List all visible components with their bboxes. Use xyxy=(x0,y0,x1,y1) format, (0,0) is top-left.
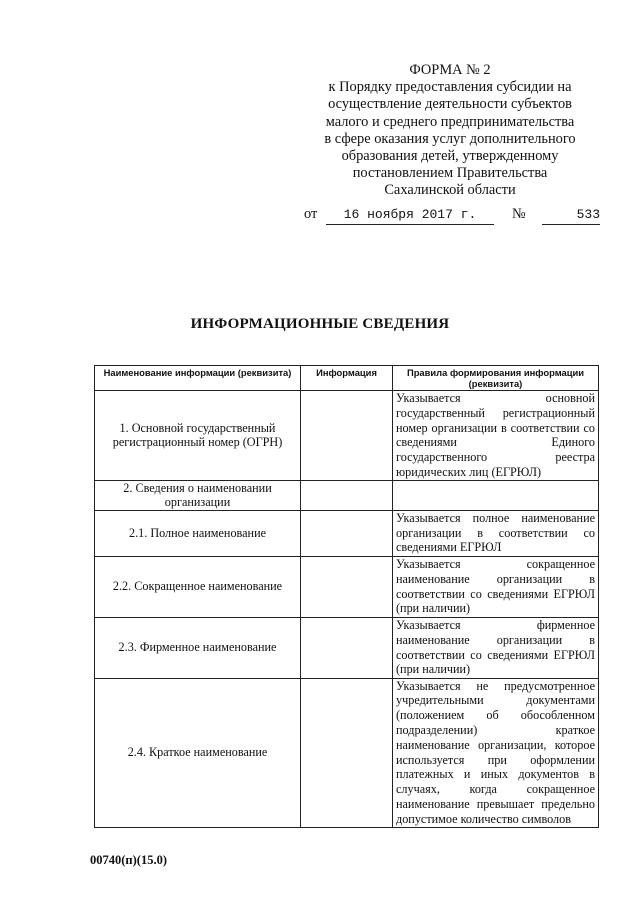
decree-number: 533 xyxy=(542,206,600,225)
info-table xyxy=(94,365,599,828)
header-line: постановлением Правительства xyxy=(352,165,548,182)
row-name-full: 2.1. Полное наименование xyxy=(95,510,301,556)
document-title: ИНФОРМАЦИОННЫЕ СВЕДЕНИЯ xyxy=(190,316,450,332)
row-info-full[interactable] xyxy=(301,510,393,556)
table-header-row xyxy=(95,366,599,391)
decree-date: 16 ноября 2017 г. xyxy=(326,206,494,225)
row-name-ogrn: 1. Основной государственный регистрационный номер (ОГРН) xyxy=(95,391,301,481)
table-row xyxy=(95,391,599,481)
row-info-org-names[interactable] xyxy=(301,480,393,510)
row-info-firm[interactable] xyxy=(301,617,393,678)
column-header-rule: Правила формирования информации (реквизита) xyxy=(393,366,599,391)
row-name-brief: 2.4. Краткое наименование xyxy=(95,678,301,827)
footer-code: 00740(п)(15.0) xyxy=(90,853,167,867)
header-line: Сахалинской области xyxy=(384,182,516,199)
number-label: № xyxy=(512,206,526,222)
row-name-firm: 2.3. Фирменное наименование xyxy=(95,617,301,678)
row-name-short: 2.2. Сокращенное наименование xyxy=(95,556,301,617)
table-row xyxy=(95,556,599,617)
table-row xyxy=(95,480,599,510)
row-info-brief[interactable] xyxy=(301,678,393,827)
column-header-name: Наименование информации (реквизита) xyxy=(95,366,301,391)
header-line: осуществление деятельности субъектов xyxy=(328,96,572,113)
row-rule-org-names xyxy=(393,480,599,510)
ot-label: от xyxy=(304,206,318,222)
decree-reference xyxy=(304,206,600,226)
row-rule-brief: Указывается не предусмотренное учредительными документами (положением об обособленном подразделении) краткое наименование организации, которое используется при оформлении платежных и иных документов в случаях, когда сокращенное наименование превышает предельно допустимое количество символов xyxy=(393,678,599,827)
row-info-ogrn[interactable] xyxy=(301,391,393,481)
row-rule-firm: Указывается фирменное наименование организации в соответствии со сведениями ЕГРЮЛ (при наличии) xyxy=(393,617,599,678)
row-rule-full: Указывается полное наименование организации в соответствии со сведениями ЕГРЮЛ xyxy=(393,510,599,556)
form-number: ФОРМА № 2 xyxy=(409,62,491,78)
header-line: малого и среднего предпринимательства xyxy=(325,113,575,130)
row-info-short[interactable] xyxy=(301,556,393,617)
form-header xyxy=(300,62,600,200)
header-line: образования детей, утвержденному xyxy=(341,148,559,165)
header-line: в сфере оказания услуг дополнительного xyxy=(324,130,576,147)
table-row xyxy=(95,678,599,827)
column-header-info: Информация xyxy=(301,366,393,391)
table-row xyxy=(95,510,599,556)
table-row xyxy=(95,617,599,678)
row-rule-ogrn: Указывается основной государственный регистрационный номер организации в соответствии со сведениями Единого государственного реестра юридических лиц (ЕГРЮЛ) xyxy=(393,391,599,481)
header-line: к Порядку предоставления субсидии на xyxy=(328,79,572,96)
row-rule-short: Указывается сокращенное наименование организации в соответствии со сведениями ЕГРЮЛ (при наличии) xyxy=(393,556,599,617)
row-name-org-names: 2. Сведения о наименовании организации xyxy=(95,480,301,510)
